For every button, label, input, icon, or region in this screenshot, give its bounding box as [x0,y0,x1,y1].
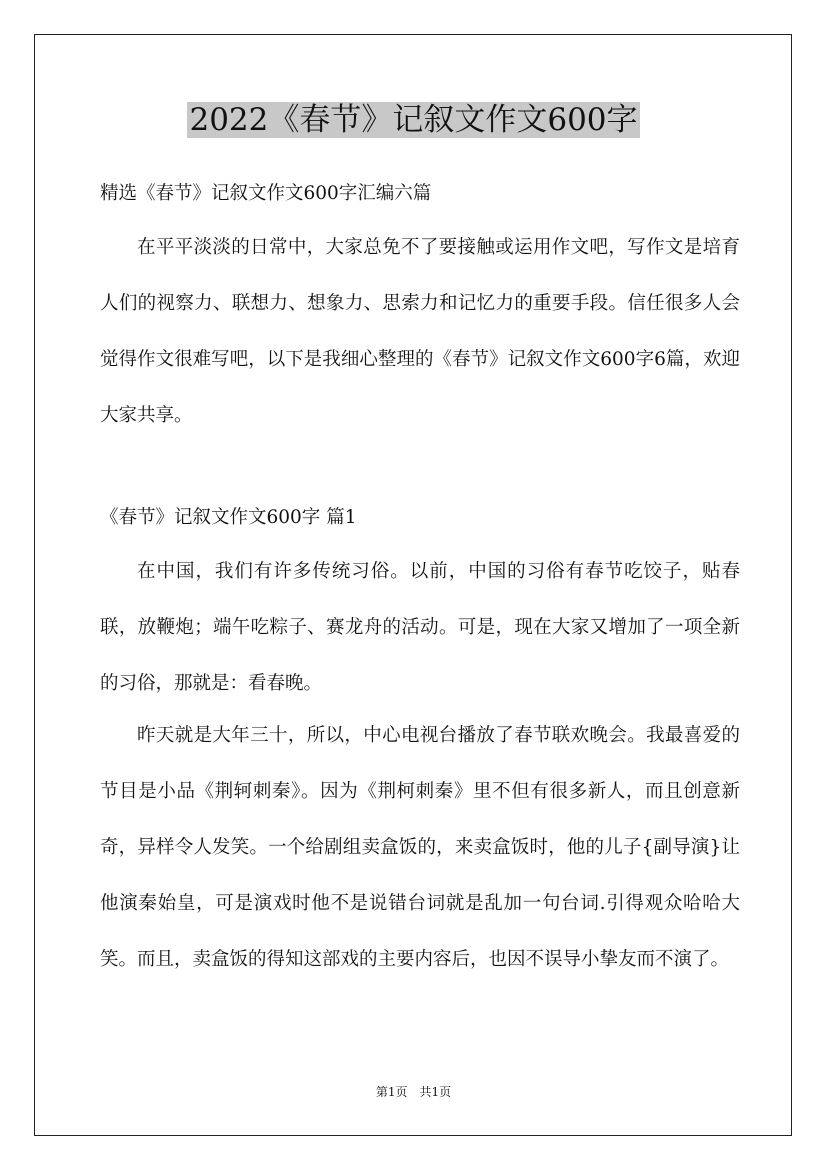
document-title-text: 2022《春节》记叙文作文600字 [189,102,638,138]
section-heading: 《春节》记叙文作文600字 篇1 [100,507,357,528]
document-subtitle: 精选《春节》记叙文作文600字汇编六篇 [100,183,432,204]
body-paragraph-1: 在中国，我们有许多传统习俗。以前，中国的习俗有春节吃饺子，贴春联，放鞭炮；端午吃粽子、赛龙舟的活动。可是，现在大家又增加了一项全新的习俗，那就是：看春晚。 [100,561,740,694]
page-number-footer: 第1页 共1页 [375,1085,452,1099]
intro-paragraph: 在平平淡淡的日常中，大家总免不了要接触或运用作文吧，写作文是培育人们的视察力、联想力、想象力、思索力和记忆力的重要手段。信任很多人会觉得作文很难写吧，以下是我细心整理的《春节》记叙文作文600字6篇，欢迎大家共享。 [100,237,740,426]
body-paragraph-2: 昨天就是大年三十，所以，中心电视台播放了春节联欢晚会。我最喜爱的节目是小品《荆轲刺秦》。因为《荆柯刺秦》里不但有很多新人，而且创意新奇，异样令人发笑。一个给剧组卖盒饭的，来卖盒饭时，他的儿子{副导演}让他演秦始皇，可是演戏时他不是说错台词就是乱加一句台词.引得观众哈哈大笑。而且，卖盒饭的得知这部戏的主要内容后，也因不误导小挚友而不演了。 [100,725,740,970]
document-title [0,98,827,142]
